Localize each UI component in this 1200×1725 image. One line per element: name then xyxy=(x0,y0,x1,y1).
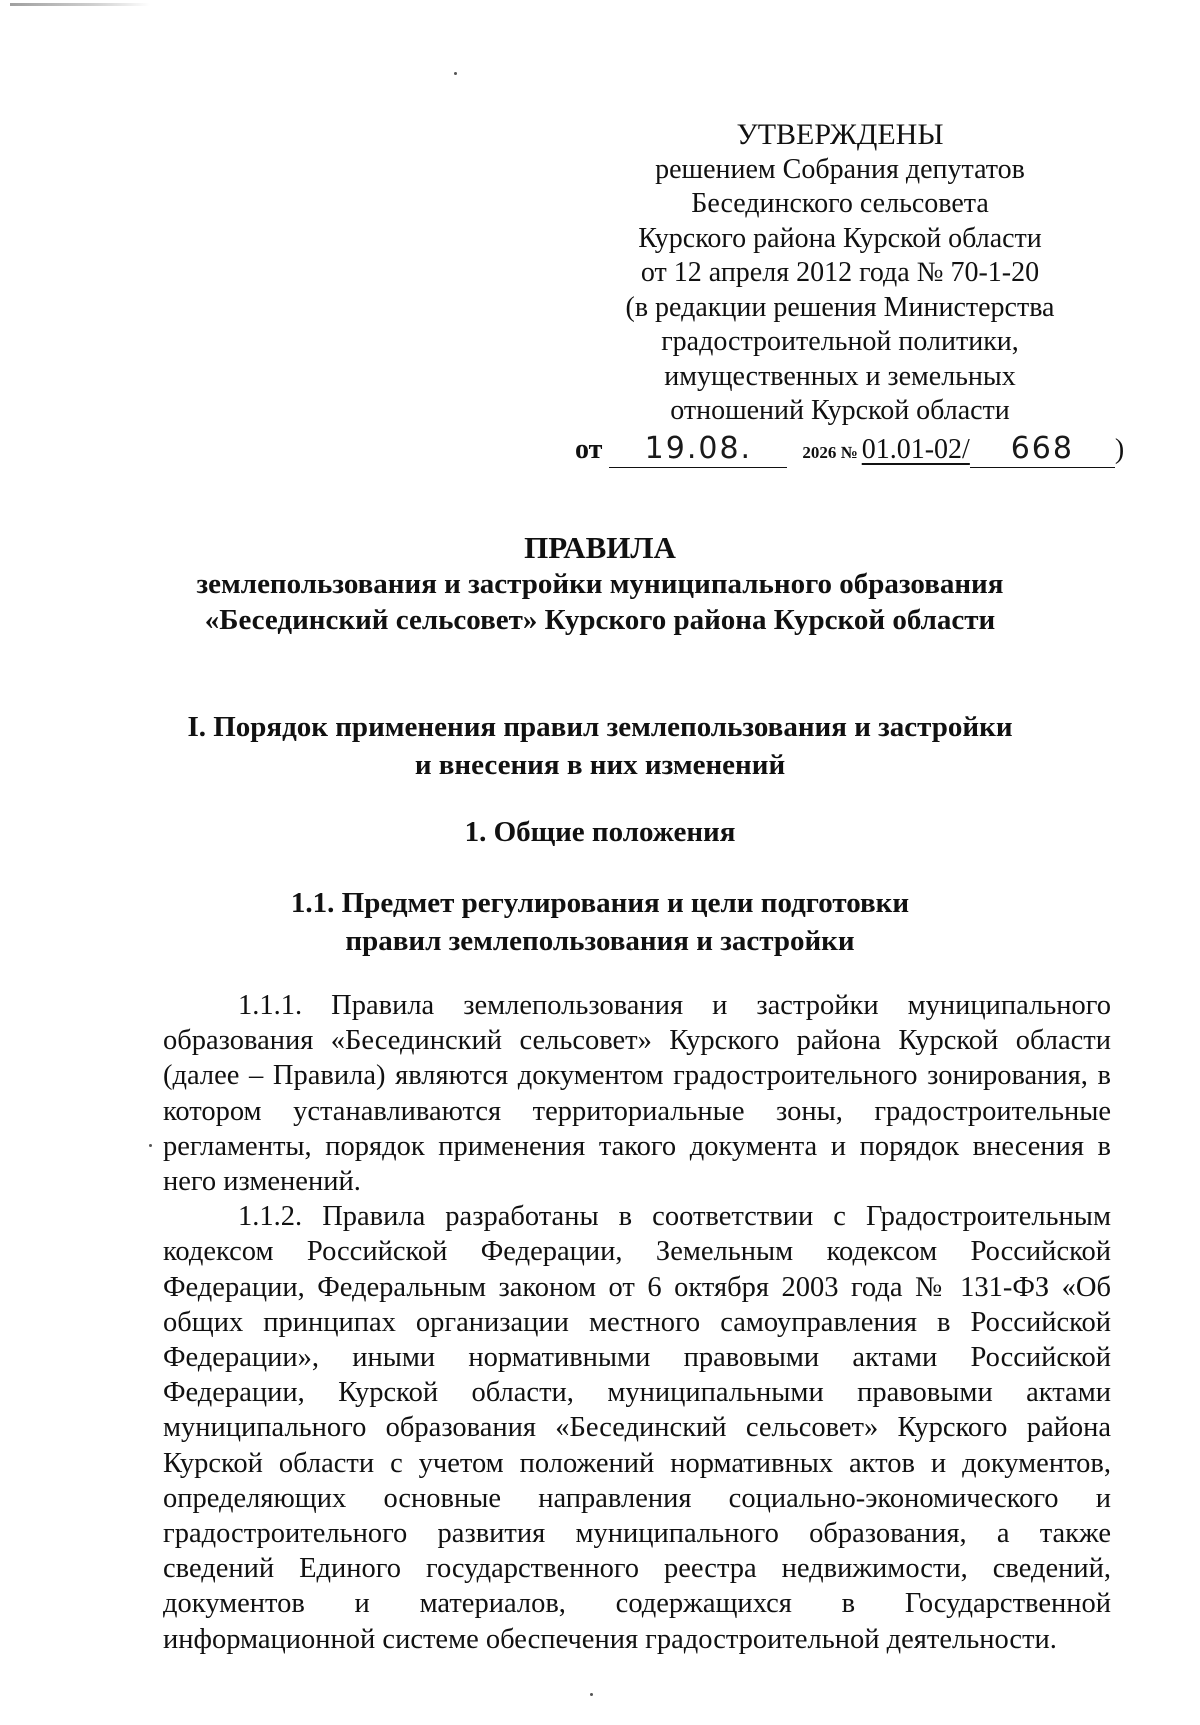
approval-line: от 12 апреля 2012 года № 70-1-20 xyxy=(640,257,1040,288)
subsection-heading-line: правил землепользования и застройки xyxy=(345,925,855,957)
approval-line: Бесединского сельсовета xyxy=(691,188,989,219)
year-label: 2026 № xyxy=(802,443,858,462)
section-heading-line: и внесения в них изменений xyxy=(414,749,786,781)
document-title-block xyxy=(0,530,1200,638)
chapter-heading xyxy=(0,813,1200,851)
approval-line: Курского района Курской области xyxy=(638,222,1042,254)
scan-speck xyxy=(590,1693,593,1696)
number-prefix: 01.01-02/ xyxy=(861,434,970,465)
scan-speck xyxy=(454,72,457,75)
approval-line: решением Собрания депутатов xyxy=(655,153,1025,185)
date-prefix: от xyxy=(575,434,603,465)
handwritten-number: 668 xyxy=(1010,431,1074,466)
date-blank xyxy=(609,432,787,468)
scan-artifact xyxy=(10,3,150,6)
approval-block xyxy=(560,118,1120,429)
paragraph-1-1-2: 1.1.2. Правила разработаны в соответствии с Градостроительным кодексом Российской Федерации, Земельным кодексом Российской Федерации, Федеральным законом от 6 октября 2003 года № 131-ФЗ «Об общих принципах организации местного самоуправления в Российской Федерации», иными нормативными правовыми актами Российской Федерации, Курской области, муниципальными правовыми актами муниципального образования «Бесединский сельсовет» Курского района Курской области с учетом положений нормативных актов и документов, определяющих основные направления социально-экономического и градостроительного развития муниципального образования, а также сведений Единого государственного реестра недвижимости, сведений, документов и материалов, содержащихся в Государственной информационной системе обеспечения градостроительной деятельности. xyxy=(163,1201,1111,1655)
approval-date-line xyxy=(575,430,1124,473)
approval-title: УТВЕРЖДЕНЫ xyxy=(736,118,944,151)
document-subtitle-line: землепользования и застройки муниципального образования xyxy=(196,568,1004,600)
approval-line: отношений Курской области xyxy=(670,395,1010,426)
subsection-heading xyxy=(0,884,1200,960)
number-blank xyxy=(970,432,1115,468)
subsection-heading-line: 1.1. Предмет регулирования и цели подготовки xyxy=(290,887,910,919)
handwritten-date: 19.08. xyxy=(644,431,753,466)
section-heading-line: I. Порядок применения правил землепользования и застройки xyxy=(187,711,1013,743)
closing-paren: ) xyxy=(1114,434,1125,465)
chapter-heading-text: 1. Общие положения xyxy=(464,816,736,848)
paragraph-1-1-1: 1.1.1. Правила землепользования и застройки муниципального образования «Бесединский сельсовет» Курского района Курской области (далее – Правила) являются документом градостроительного зонирования, в котором устанавливаются территориальные зоны, градостроительные регламенты, порядок применения такого документа и порядок внесения в него изменений. xyxy=(163,990,1111,1198)
approval-line: (в редакции решения Министерства xyxy=(625,291,1055,323)
approval-line: градостроительной политики, xyxy=(661,326,1019,357)
body-text xyxy=(163,988,1111,1657)
document-title: ПРАВИЛА xyxy=(524,530,676,565)
section-heading xyxy=(0,708,1200,784)
document-subtitle-line: «Бесединский сельсовет» Курского района Курской области xyxy=(204,604,996,636)
approval-line: имущественных и земельных xyxy=(664,360,1016,392)
scan-speck xyxy=(149,1144,152,1147)
